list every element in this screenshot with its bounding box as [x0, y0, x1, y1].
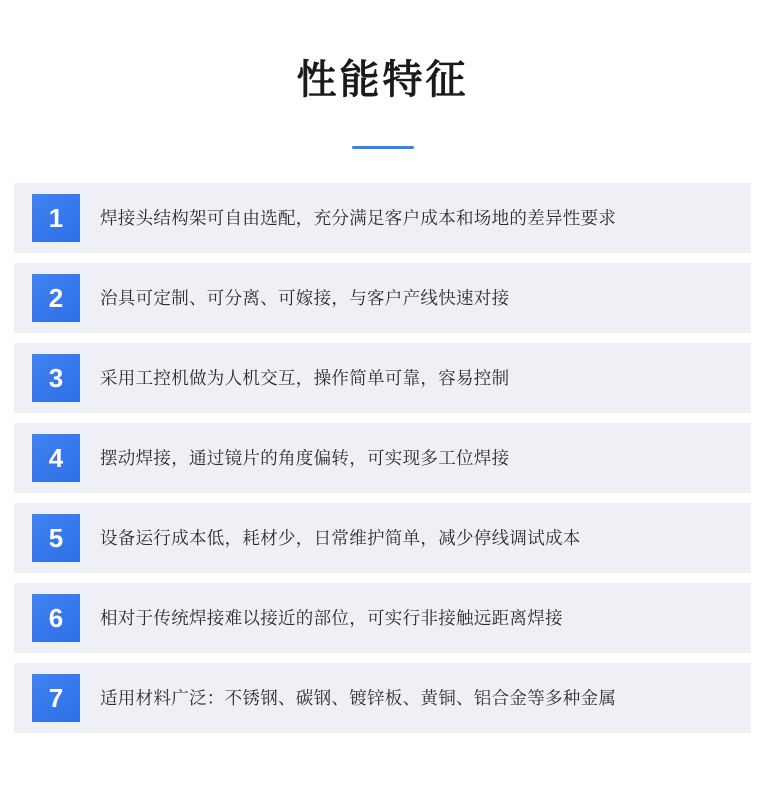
- feature-number-badge: 2: [32, 274, 80, 322]
- feature-text: 焊接头结构架可自由选配，充分满足客户成本和场地的差异性要求: [100, 207, 617, 228]
- feature-text: 采用工控机做为人机交互，操作简单可靠，容易控制: [100, 367, 510, 388]
- list-item: [14, 583, 751, 653]
- list-item: [14, 423, 751, 493]
- feature-text: 适用材料广泛：不锈钢、碳钢、镀锌板、黄铜、铝合金等多种金属: [100, 687, 617, 708]
- feature-number-badge: 6: [32, 594, 80, 642]
- page-title: 性能特征: [296, 58, 469, 102]
- list-item: [14, 263, 751, 333]
- page-header: [0, 0, 765, 149]
- feature-list: [14, 183, 751, 733]
- feature-text: 治具可定制、可分离、可嫁接，与客户产线快速对接: [100, 287, 510, 308]
- feature-text: 相对于传统焊接难以接近的部位，可实行非接触远距离焊接: [100, 607, 563, 628]
- list-item: [14, 503, 751, 573]
- list-item: [14, 183, 751, 253]
- list-item: [14, 663, 751, 733]
- feature-number-badge: 3: [32, 354, 80, 402]
- feature-number-badge: 7: [32, 674, 80, 722]
- feature-number-badge: 4: [32, 434, 80, 482]
- title-underline-divider: [352, 146, 414, 149]
- list-item: [14, 343, 751, 413]
- feature-number-badge: 5: [32, 514, 80, 562]
- feature-text: 摆动焊接，通过镜片的角度偏转，可实现多工位焊接: [100, 447, 510, 468]
- feature-text: 设备运行成本低，耗材少，日常维护简单，减少停线调试成本: [100, 527, 581, 548]
- feature-number-badge: 1: [32, 194, 80, 242]
